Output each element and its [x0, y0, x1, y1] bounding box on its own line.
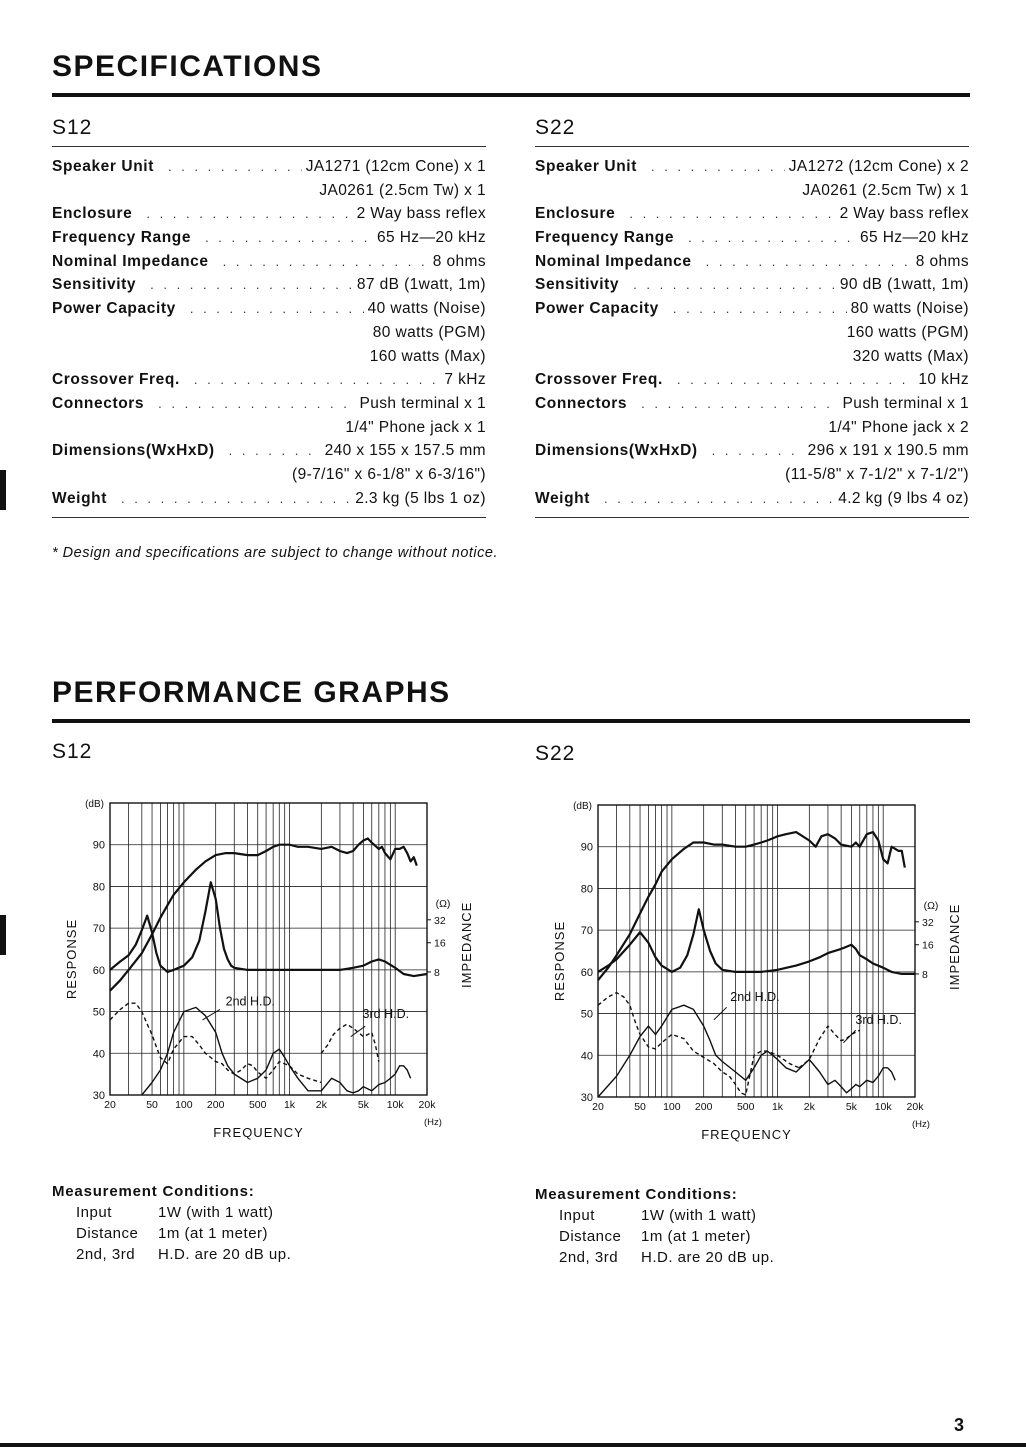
- spec-value: 240 x 155 x 157.5 mm: [324, 442, 486, 460]
- leader-dots: [223, 250, 429, 274]
- annotation-3rd-hd: 3rd H.D.: [362, 1006, 410, 1021]
- measurement-value: H.D. are 20 dB up.: [158, 1246, 292, 1263]
- spec-value: 8 ohms: [432, 252, 486, 270]
- y-tick-label: 30: [580, 1092, 593, 1104]
- y-tick-label: 80: [580, 883, 593, 896]
- x-tick-label: 20k: [906, 1101, 924, 1113]
- measurement-row: [52, 1202, 291, 1223]
- graph-s22: [548, 792, 968, 1152]
- spec-label: Speaker Unit: [535, 158, 637, 175]
- spec-row: [52, 439, 486, 463]
- spec-row: [52, 202, 486, 226]
- y2-tick-label: 16: [434, 937, 446, 950]
- spec-value-continued: JA0261 (2.5cm Tw) x 1: [319, 181, 486, 199]
- spec-value: Push terminal x 1: [359, 394, 486, 412]
- spec-row: [52, 226, 486, 250]
- spec-label: Crossover Freq.: [535, 371, 663, 389]
- y-tick-label: 30: [92, 1090, 105, 1102]
- x-tick-label: 10k: [386, 1099, 404, 1111]
- measurement-key: Input: [559, 1207, 595, 1224]
- measurement-key: 2nd, 3rd: [559, 1249, 619, 1266]
- spec-value: 2 Way bass reflex: [356, 205, 486, 223]
- series-line-impedance: [598, 909, 915, 974]
- spec-value: 10 kHz: [918, 371, 969, 389]
- x-tick-label: 5k: [357, 1099, 369, 1111]
- spec-label: Nominal Impedance: [535, 252, 692, 270]
- spec-value-continued: (9-7/16" x 6-1/8" x 6-3/16"): [292, 465, 486, 483]
- leader-dots: [677, 368, 914, 392]
- spec-row: [535, 297, 969, 321]
- x-tick-label: 20: [104, 1099, 116, 1111]
- y-tick-label: 40: [92, 1048, 105, 1061]
- graph-s12-svg: [60, 790, 480, 1150]
- leader-dots: [688, 226, 856, 250]
- spec-label: Dimensions(WxHxD): [535, 442, 698, 460]
- spec-spacer: [52, 510, 486, 517]
- spec-label: Enclosure: [52, 205, 133, 223]
- spec-value: JA1271 (12cm Cone) x 1: [305, 158, 486, 175]
- y-tick-label: 40: [580, 1050, 593, 1063]
- leader-dots: [146, 202, 352, 226]
- annotation-2nd-hd: 2nd H.D.: [730, 990, 780, 1005]
- spec-label: Frequency Range: [535, 229, 675, 247]
- measurement-value: H.D. are 20 dB up.: [641, 1249, 775, 1266]
- x-axis-title: FREQUENCY: [213, 1125, 304, 1140]
- spec-label: Power Capacity: [535, 300, 659, 318]
- spec-label: Weight: [52, 489, 107, 507]
- y-tick-label: 90: [92, 839, 105, 852]
- series-line-3rd-h-d-solid-: [598, 1005, 895, 1097]
- y-tick-label: 60: [92, 964, 105, 977]
- y-tick-label: 80: [92, 881, 105, 894]
- spec-value: 296 x 191 x 190.5 mm: [807, 442, 969, 460]
- spec-value-continued: 80 watts (PGM): [372, 323, 486, 341]
- spec-label: Sensitivity: [52, 276, 137, 294]
- annotation-3rd-hd: 3rd H.D.: [855, 1013, 902, 1027]
- spec-label: Weight: [535, 489, 590, 507]
- spec-label: Crossover Freq.: [52, 371, 180, 389]
- leader-dots: [641, 392, 838, 416]
- spec-value-continued: 1/4" Phone jack x 1: [345, 418, 486, 436]
- y-tick-label: 60: [580, 966, 593, 979]
- series-line-3rd-h-d-: [799, 1026, 860, 1068]
- leader-dots: [150, 273, 353, 297]
- spec-value: 8 ohms: [915, 252, 969, 270]
- spec-row: [52, 155, 486, 179]
- measurement-value: 1W (with 1 watt): [158, 1204, 274, 1221]
- x-tick-label: 100: [175, 1099, 193, 1111]
- spec-value: 65 Hz—20 kHz: [859, 229, 969, 247]
- leader-dots: [712, 439, 804, 463]
- measurement-value: 1m (at 1 meter): [641, 1228, 752, 1245]
- spec-row: [52, 392, 486, 416]
- spec-row: [535, 226, 969, 250]
- measurement-title: Measurement Conditions:: [52, 1183, 255, 1200]
- series-line-response: [598, 832, 905, 980]
- x-tick-label: 1k: [771, 1101, 784, 1113]
- page-title: SPECIFICATIONS: [52, 50, 323, 83]
- measurement-key: Distance: [76, 1225, 139, 1242]
- spec-row: [52, 273, 486, 297]
- measurement-key: Distance: [559, 1228, 622, 1245]
- spec-label: Dimensions(WxHxD): [52, 442, 215, 460]
- plot-frame: [598, 805, 915, 1097]
- graphs-rule: [52, 719, 970, 723]
- x-tick-label: 1k: [283, 1099, 296, 1111]
- x-tick-label: 2k: [315, 1099, 327, 1111]
- graphs-title: PERFORMANCE GRAPHS: [52, 676, 451, 709]
- spec-row: [535, 155, 969, 179]
- spec-label: Speaker Unit: [52, 158, 154, 175]
- measurement-key: 2nd, 3rd: [76, 1246, 136, 1263]
- spec-value: 65 Hz—20 kHz: [376, 229, 486, 247]
- x-axis-title: FREQUENCY: [701, 1127, 792, 1142]
- spec-value: 2 Way bass reflex: [839, 205, 969, 223]
- graph-model-s22: S22: [535, 742, 576, 765]
- y2-unit-label: (Ω): [435, 898, 451, 911]
- measurement-row: [535, 1226, 774, 1247]
- leader-dots: [706, 250, 912, 274]
- spec-value: Push terminal x 1: [842, 394, 969, 412]
- leader-dots: [121, 487, 351, 511]
- y-unit-label: (dB): [85, 799, 104, 810]
- spec-value: 2.3 kg (5 lbs 1 oz): [355, 489, 486, 507]
- x-tick-label: 500: [736, 1101, 755, 1113]
- measurement-row: [52, 1244, 291, 1265]
- x-tick-label: 2k: [803, 1101, 815, 1113]
- x-tick-label: 200: [694, 1101, 713, 1113]
- footnote: * Design and specifications are subject to change without notice.: [52, 545, 498, 561]
- spec-label: Connectors: [52, 394, 145, 412]
- y-tick-label: 70: [580, 925, 593, 938]
- measurement-conditions-s12: [52, 1183, 291, 1265]
- x-tick-label: 10k: [874, 1101, 892, 1113]
- annotation-leader: [843, 1030, 855, 1043]
- leader-dots: [229, 439, 321, 463]
- measurement-row: [52, 1223, 291, 1244]
- spec-label: Power Capacity: [52, 300, 176, 318]
- measurement-value: 1m (at 1 meter): [158, 1225, 269, 1242]
- y-axis-title: RESPONSE: [64, 918, 79, 1000]
- spec-value-continued: JA0261 (2.5cm Tw) x 1: [802, 181, 969, 199]
- measurement-value: 1W (with 1 watt): [641, 1207, 757, 1224]
- measurement-key: Input: [76, 1204, 112, 1221]
- y2-tick-label: 8: [922, 968, 928, 981]
- graph-model-s12: S12: [52, 740, 93, 763]
- spec-table-s22: [535, 146, 969, 518]
- x-tick-label: 200: [206, 1099, 225, 1111]
- leader-dots: [633, 273, 836, 297]
- graph-s22-svg: [548, 792, 968, 1152]
- y2-unit-label: (Ω): [923, 900, 939, 913]
- measurement-row: [535, 1247, 774, 1268]
- spec-value: JA1272 (12cm Cone) x 2: [788, 158, 969, 175]
- leader-dots: [673, 297, 847, 321]
- spec-label: Sensitivity: [535, 276, 620, 294]
- x-tick-label: 100: [663, 1101, 681, 1113]
- y2-tick-label: 8: [434, 966, 440, 979]
- measurement-conditions-s22: [535, 1186, 774, 1268]
- spec-bottom-rule: [52, 517, 486, 518]
- spec-row: [535, 250, 969, 274]
- y-tick-label: 70: [92, 923, 105, 936]
- title-rule: [52, 93, 970, 97]
- leader-dots: [158, 392, 355, 416]
- spec-bottom-rule: [535, 517, 969, 518]
- spec-row: [52, 487, 486, 511]
- spec-label: Enclosure: [535, 205, 616, 223]
- spec-value-continued: 320 watts (Max): [852, 347, 969, 365]
- spec-label: Nominal Impedance: [52, 252, 209, 270]
- leader-dots: [190, 297, 364, 321]
- x-unit-label: (Hz): [912, 1119, 930, 1130]
- spec-row: [535, 439, 969, 463]
- spec-value: 80 watts (Noise): [850, 300, 969, 318]
- spec-value-continued: 1/4" Phone jack x 2: [828, 418, 969, 436]
- leader-dots: [604, 487, 834, 511]
- bottom-rule: [0, 1443, 1026, 1447]
- x-tick-label: 20: [592, 1101, 604, 1113]
- y-tick-label: 50: [580, 1008, 593, 1021]
- x-tick-label: 500: [248, 1099, 267, 1111]
- spec-model-s22: S22: [535, 116, 576, 139]
- spec-table-s12: [52, 146, 486, 518]
- y2-tick-label: 32: [434, 914, 446, 927]
- spec-row: [52, 297, 486, 321]
- spec-row: [52, 250, 486, 274]
- y2-tick-label: 32: [922, 916, 934, 929]
- x-tick-label: 50: [146, 1099, 158, 1111]
- spec-label: Connectors: [535, 394, 628, 412]
- leader-dots: [651, 155, 785, 179]
- annotation-2nd-hd: 2nd H.D.: [225, 994, 276, 1009]
- spec-row: [535, 202, 969, 226]
- y2-axis-title: IMPEDANCE: [459, 901, 474, 988]
- spec-row: [535, 273, 969, 297]
- series-line-response: [110, 839, 417, 991]
- leader-dots: [168, 155, 302, 179]
- leader-dots: [629, 202, 835, 226]
- spec-label: Frequency Range: [52, 229, 192, 247]
- y2-tick-label: 16: [922, 939, 934, 952]
- series-line-3rd-h-d-: [321, 1024, 379, 1062]
- spec-value: 4.2 kg (9 lbs 4 oz): [838, 489, 969, 507]
- x-tick-label: 20k: [418, 1099, 436, 1111]
- spec-value: 40 watts (Noise): [367, 300, 486, 318]
- spec-model-s12: S12: [52, 116, 93, 139]
- binding-mark: [0, 470, 6, 510]
- graph-s12: [60, 790, 480, 1150]
- spec-row: [535, 368, 969, 392]
- spec-value: 87 dB (1watt, 1m): [356, 276, 486, 294]
- leader-dots: [194, 368, 440, 392]
- spec-row: [535, 487, 969, 511]
- spec-value-continued: (11-5/8" x 7-1/2" x 7-1/2"): [785, 465, 969, 483]
- spec-value: 7 kHz: [444, 371, 486, 389]
- spec-spacer: [52, 147, 486, 155]
- spec-value-continued: 160 watts (PGM): [846, 323, 969, 341]
- x-tick-label: 50: [634, 1101, 646, 1113]
- y-tick-label: 90: [580, 841, 593, 854]
- page-number: 3: [953, 1415, 964, 1435]
- y-tick-label: 50: [92, 1006, 105, 1019]
- spec-value-continued: 160 watts (Max): [369, 347, 486, 365]
- x-unit-label: (Hz): [424, 1117, 442, 1128]
- spec-value: 90 dB (1watt, 1m): [839, 276, 969, 294]
- y-unit-label: (dB): [573, 801, 592, 812]
- binding-mark: [0, 915, 6, 955]
- measurement-row: [535, 1205, 774, 1226]
- y2-axis-title: IMPEDANCE: [947, 903, 962, 990]
- spec-spacer: [535, 510, 969, 517]
- spec-spacer: [535, 147, 969, 155]
- measurement-title: Measurement Conditions:: [535, 1186, 738, 1203]
- series-line-2nd-h-d-: [598, 993, 799, 1095]
- leader-dots: [205, 226, 373, 250]
- x-tick-label: 5k: [845, 1101, 857, 1113]
- spec-row: [52, 368, 486, 392]
- series-line-impedance: [110, 882, 427, 976]
- spec-row: [535, 392, 969, 416]
- y-axis-title: RESPONSE: [552, 920, 567, 1002]
